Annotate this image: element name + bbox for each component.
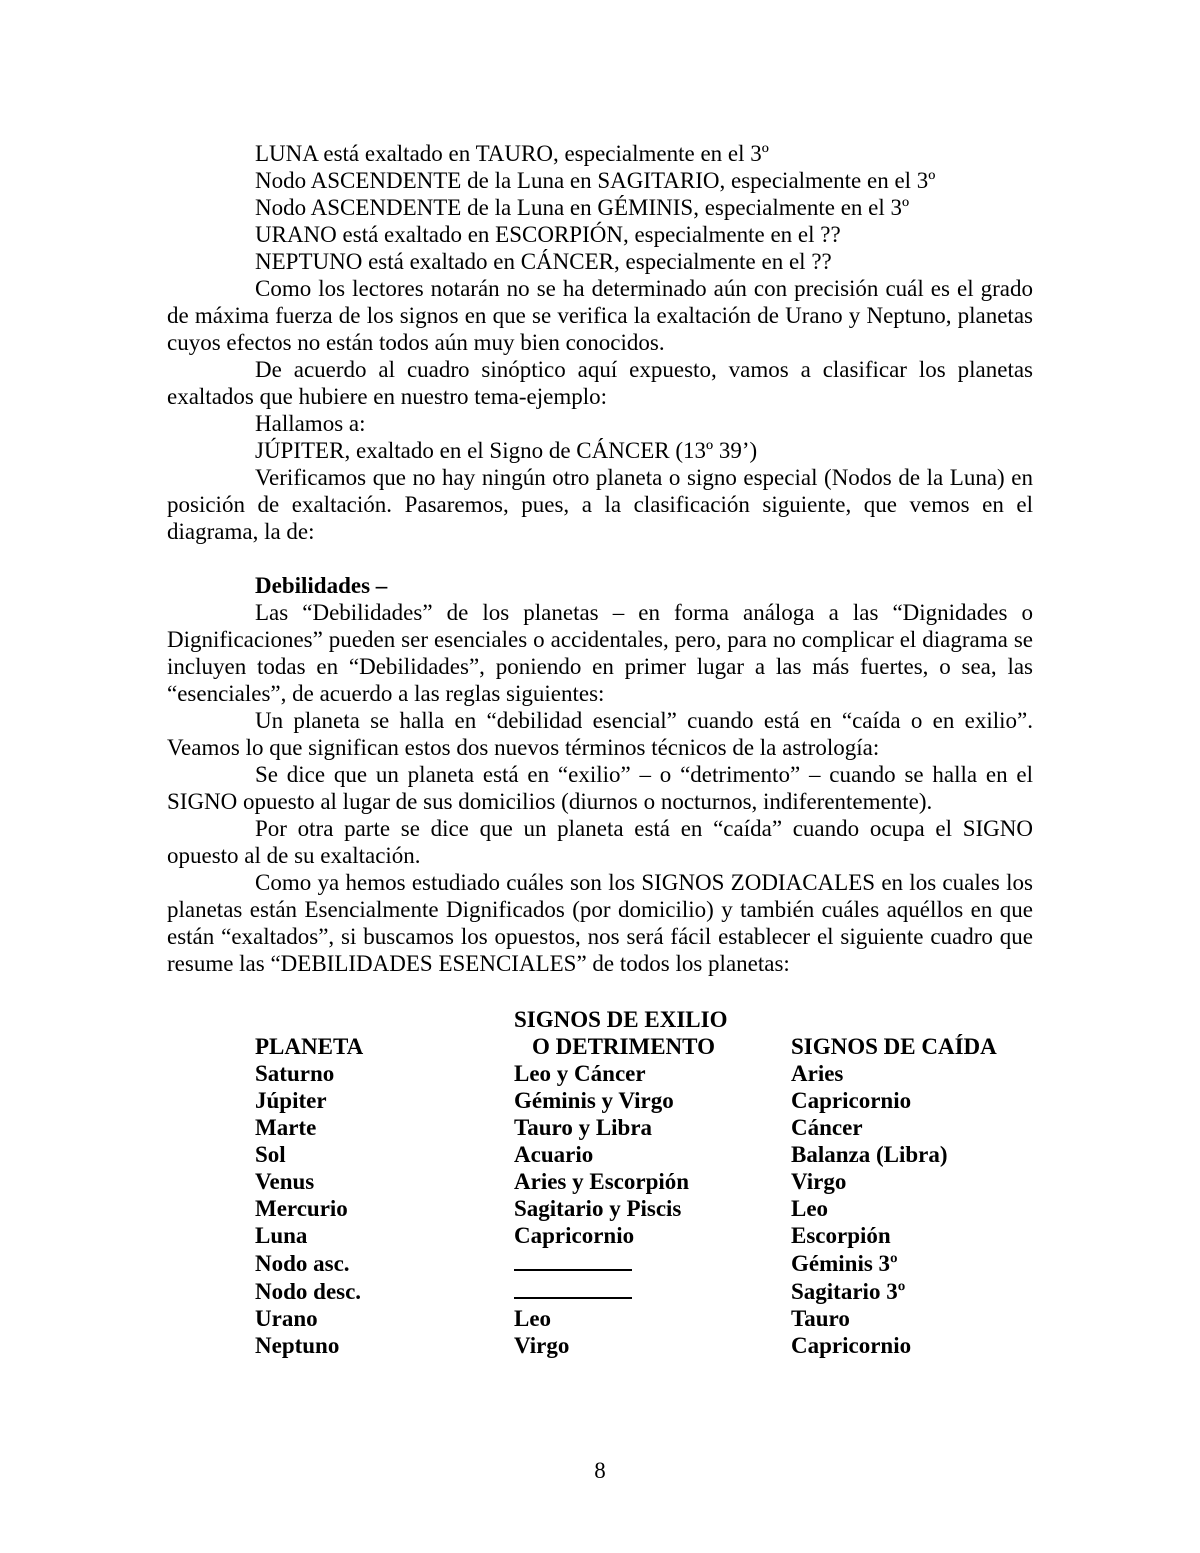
cell-caida: Balanza (Libra) <box>791 1142 948 1167</box>
cell-exilio: Tauro y Libra <box>514 1115 653 1140</box>
paragraph: NEPTUNO está exaltado en CÁNCER, especialmente en el ?? <box>255 249 832 274</box>
document-body <box>167 140 1033 977</box>
header-caida: SIGNOS DE CAÍDA <box>791 1034 997 1059</box>
header-planeta: PLANETA <box>255 1034 364 1059</box>
cell-exilio: Leo y Cáncer <box>514 1061 646 1086</box>
table-row <box>255 1249 1051 1277</box>
cell-caida: Géminis 3º <box>791 1251 898 1276</box>
cell-planeta: Nodo desc. <box>255 1279 362 1304</box>
blank-line <box>514 1249 632 1271</box>
cell-exilio-blank <box>514 1249 791 1277</box>
cell-exilio: Virgo <box>514 1333 570 1358</box>
page-number: 8 <box>594 1458 606 1483</box>
table-row <box>255 1141 1051 1168</box>
section-heading: Debilidades – <box>255 573 388 598</box>
cell-exilio: Acuario <box>514 1142 594 1167</box>
table-row <box>255 1195 1051 1222</box>
cell-exilio: Leo <box>514 1306 552 1331</box>
cell-exilio-blank <box>514 1277 791 1305</box>
paragraph: Se dice que un planeta está en “exilio” – o “detrimento” – cuando se halla en el SIGNO opuesto al lugar de sus domicilios (diurnos o nocturnos, indiferentemente). <box>167 762 1033 814</box>
table-row <box>255 1087 1051 1114</box>
paragraph: Por otra parte se dice que un planeta está en “caída” cuando ocupa el SIGNO opuesto al de su exaltación. <box>167 816 1033 868</box>
cell-caida: Tauro <box>791 1306 850 1331</box>
debilidades-table <box>255 1006 1051 1359</box>
cell-exilio: Sagitario y Piscis <box>514 1196 682 1221</box>
cell-exilio: Géminis y Virgo <box>514 1088 674 1113</box>
cell-planeta: Venus <box>255 1169 315 1194</box>
cell-caida: Virgo <box>791 1169 847 1194</box>
paragraph: LUNA está exaltado en TAURO, especialmente en el 3º <box>255 141 769 166</box>
table-row <box>255 1277 1051 1305</box>
paragraph: Como los lectores notarán no se ha determinado aún con precisión cuál es el grado de máxima fuerza de los signos en que se verifica la exaltación de Urano y Neptuno, planetas cuyos efectos no están todos aún muy bien conocidos. <box>167 276 1033 355</box>
cell-planeta: Urano <box>255 1306 318 1331</box>
header-exilio <box>514 1006 791 1060</box>
cell-planeta: Júpiter <box>255 1088 327 1113</box>
cell-planeta: Mercurio <box>255 1196 348 1221</box>
cell-caida: Leo <box>791 1196 829 1221</box>
cell-exilio: Capricornio <box>514 1223 635 1248</box>
cell-planeta: Sol <box>255 1142 286 1167</box>
cell-caida: Capricornio <box>791 1333 912 1358</box>
table-row <box>255 1060 1051 1087</box>
table-row <box>255 1222 1051 1249</box>
cell-planeta: Luna <box>255 1223 308 1248</box>
table-row <box>255 1168 1051 1195</box>
cell-caida: Sagitario 3º <box>791 1279 906 1304</box>
paragraph: Hallamos a: <box>255 411 366 436</box>
spacer <box>167 545 1033 572</box>
paragraph: Verificamos que no hay ningún otro planeta o signo especial (Nodos de la Luna) en posición de exaltación. Pasaremos, pues, a la clasificación siguiente, que vemos en el diagrama, la de: <box>167 465 1033 544</box>
cell-caida: Aries <box>791 1061 844 1086</box>
header-exilio-line2: O DETRIMENTO <box>532 1034 715 1059</box>
table-header-row <box>255 1006 1051 1060</box>
table-row <box>255 1114 1051 1141</box>
paragraph: JÚPITER, exaltado en el Signo de CÁNCER (13º 39’) <box>255 438 758 463</box>
blank-line <box>514 1277 632 1299</box>
cell-caida: Cáncer <box>791 1115 863 1140</box>
table-row <box>255 1305 1051 1332</box>
cell-planeta: Saturno <box>255 1061 335 1086</box>
cell-planeta: Marte <box>255 1115 317 1140</box>
cell-planeta: Neptuno <box>255 1333 340 1358</box>
paragraph: De acuerdo al cuadro sinóptico aquí expuesto, vamos a clasificar los planetas exaltados que hubiere en nuestro tema-ejemplo: <box>167 357 1033 409</box>
header-exilio-line1: SIGNOS DE EXILIO <box>514 1007 728 1032</box>
table-row <box>255 1332 1051 1359</box>
paragraph: Las “Debilidades” de los planetas – en forma análoga a las “Dignidades o Dignificaciones” pueden ser esenciales o accidentales, pero, para no complicar el diagrama se incluyen todas en “Debilidades”, poniendo en primer lugar a las más fuertes, o sea, las “esenciales”, de acuerdo a las reglas siguientes: <box>167 600 1033 706</box>
cell-exilio: Aries y Escorpión <box>514 1169 690 1194</box>
paragraph: Un planeta se halla en “debilidad esencial” cuando está en “caída o en exilio”. Veamos lo que significan estos dos nuevos términos técnicos de la astrología: <box>167 708 1033 760</box>
cell-planeta: Nodo asc. <box>255 1251 350 1276</box>
paragraph: URANO está exaltado en ESCORPIÓN, especialmente en el ?? <box>255 222 841 247</box>
cell-caida: Capricornio <box>791 1088 912 1113</box>
cell-caida: Escorpión <box>791 1223 891 1248</box>
paragraph: Nodo ASCENDENTE de la Luna en SAGITARIO, especialmente en el 3º <box>255 168 936 193</box>
paragraph: Como ya hemos estudiado cuáles son los SIGNOS ZODIACALES en los cuales los planetas están Esencialmente Dignificados (por domicilio) y también cuáles aquéllos en que están “exaltados”, si buscamos los opuestos, nos será fácil establecer el siguiente cuadro que resume las “DEBILIDADES ESENCIALES” de todos los planetas: <box>167 870 1033 976</box>
paragraph: Nodo ASCENDENTE de la Luna en GÉMINIS, especialmente en el 3º <box>255 195 910 220</box>
